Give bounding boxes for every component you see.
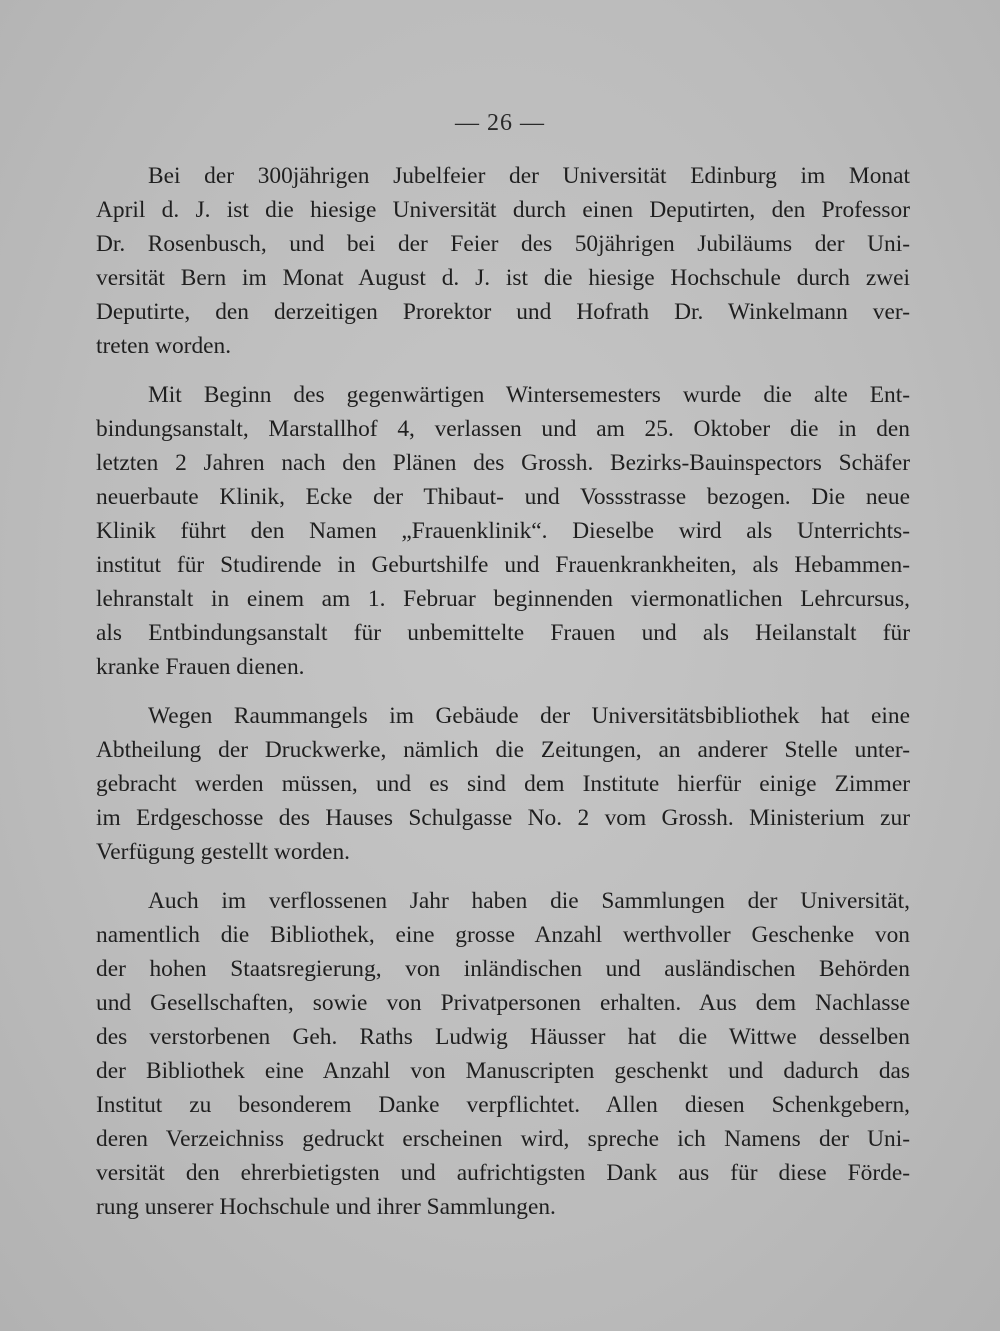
text-line: versität Bern im Monat August d. J. ist die hiesige Hochschule durch zwei — [96, 265, 910, 291]
text-line: bindungsanstalt, Marstallhof 4, verlassen und am 25. Oktober die in den — [96, 416, 910, 442]
text-line: neuerbaute Klinik, Ecke der Thibaut- und Vossstrasse bezogen. Die neue — [96, 484, 910, 510]
text-line: rung unserer Hochschule und ihrer Sammlungen. — [96, 1194, 556, 1220]
text-line: und Gesellschaften, sowie von Privatpersonen erhalten. Aus dem Nachlasse — [96, 990, 910, 1016]
text-line: des verstorbenen Geh. Raths Ludwig Häusser hat die Wittwe desselben — [96, 1024, 910, 1050]
text-line: Deputirte, den derzeitigen Prorektor und Hofrath Dr. Winkelmann ver- — [96, 299, 910, 325]
text-line: namentlich die Bibliothek, eine grosse Anzahl werthvoller Geschenke von — [96, 922, 910, 948]
text-line: versität den ehrerbietigsten und aufrichtigsten Dank aus für diese Förde- — [96, 1160, 910, 1186]
text-line: als Entbindungsanstalt für unbemittelte Frauen und als Heilanstalt für — [96, 620, 910, 646]
text-line: April d. J. ist die hiesige Universität durch einen Deputirten, den Professor — [96, 197, 910, 223]
text-line: im Erdgeschosse des Hauses Schulgasse No. 2 vom Grossh. Ministerium zur — [96, 805, 910, 831]
paragraph-2 — [96, 378, 910, 684]
text-line: der Bibliothek eine Anzahl von Manuscripten geschenkt und dadurch das — [96, 1058, 910, 1084]
page-number: — 26 — — [455, 110, 545, 136]
text-line: Verfügung gestellt worden. — [96, 839, 350, 865]
text-line: letzten 2 Jahren nach den Plänen des Grossh. Bezirks-Bauinspectors Schäfer — [96, 450, 910, 476]
text-line: Institut zu besonderem Danke verpflichtet. Allen diesen Schenkgebern, — [96, 1092, 910, 1118]
text-line: Bei der 300jährigen Jubelfeier der Universität Edinburg im Monat — [148, 163, 910, 189]
text-line: treten worden. — [96, 333, 232, 359]
text-line: gebracht werden müssen, und es sind dem Institute hierfür einige Zimmer — [96, 771, 910, 797]
text-line: deren Verzeichniss gedruckt erscheinen wird, spreche ich Namens der Uni- — [96, 1126, 910, 1152]
text-line: kranke Frauen dienen. — [96, 654, 305, 680]
text-line: Wegen Raummangels im Gebäude der Universitätsbibliothek hat eine — [148, 703, 910, 729]
text-line: Klinik führt den Namen „Frauenklinik“. Dieselbe wird als Unterrichts- — [96, 518, 910, 544]
paragraph-4 — [96, 884, 910, 1224]
text-line: Dr. Rosenbusch, und bei der Feier des 50jährigen Jubiläums der Uni- — [96, 231, 910, 257]
text-line: Abtheilung der Druckwerke, nämlich die Zeitungen, an anderer Stelle unter- — [96, 737, 910, 763]
paragraph-3 — [96, 699, 910, 869]
text-line: der hohen Staatsregierung, von inländischen und ausländischen Behörden — [96, 956, 910, 982]
text-line: Auch im verflossenen Jahr haben die Sammlungen der Universität, — [148, 888, 910, 914]
text-line: lehranstalt in einem am 1. Februar beginnenden viermonatlichen Lehrcursus, — [96, 586, 910, 612]
text-line: Mit Beginn des gegenwärtigen Wintersemesters wurde die alte Ent- — [148, 382, 910, 408]
body-text — [96, 159, 910, 1239]
paragraph-1 — [96, 159, 910, 363]
text-line: institut für Studirende in Geburtshilfe und Frauenkrankheiten, als Hebammen- — [96, 552, 910, 578]
